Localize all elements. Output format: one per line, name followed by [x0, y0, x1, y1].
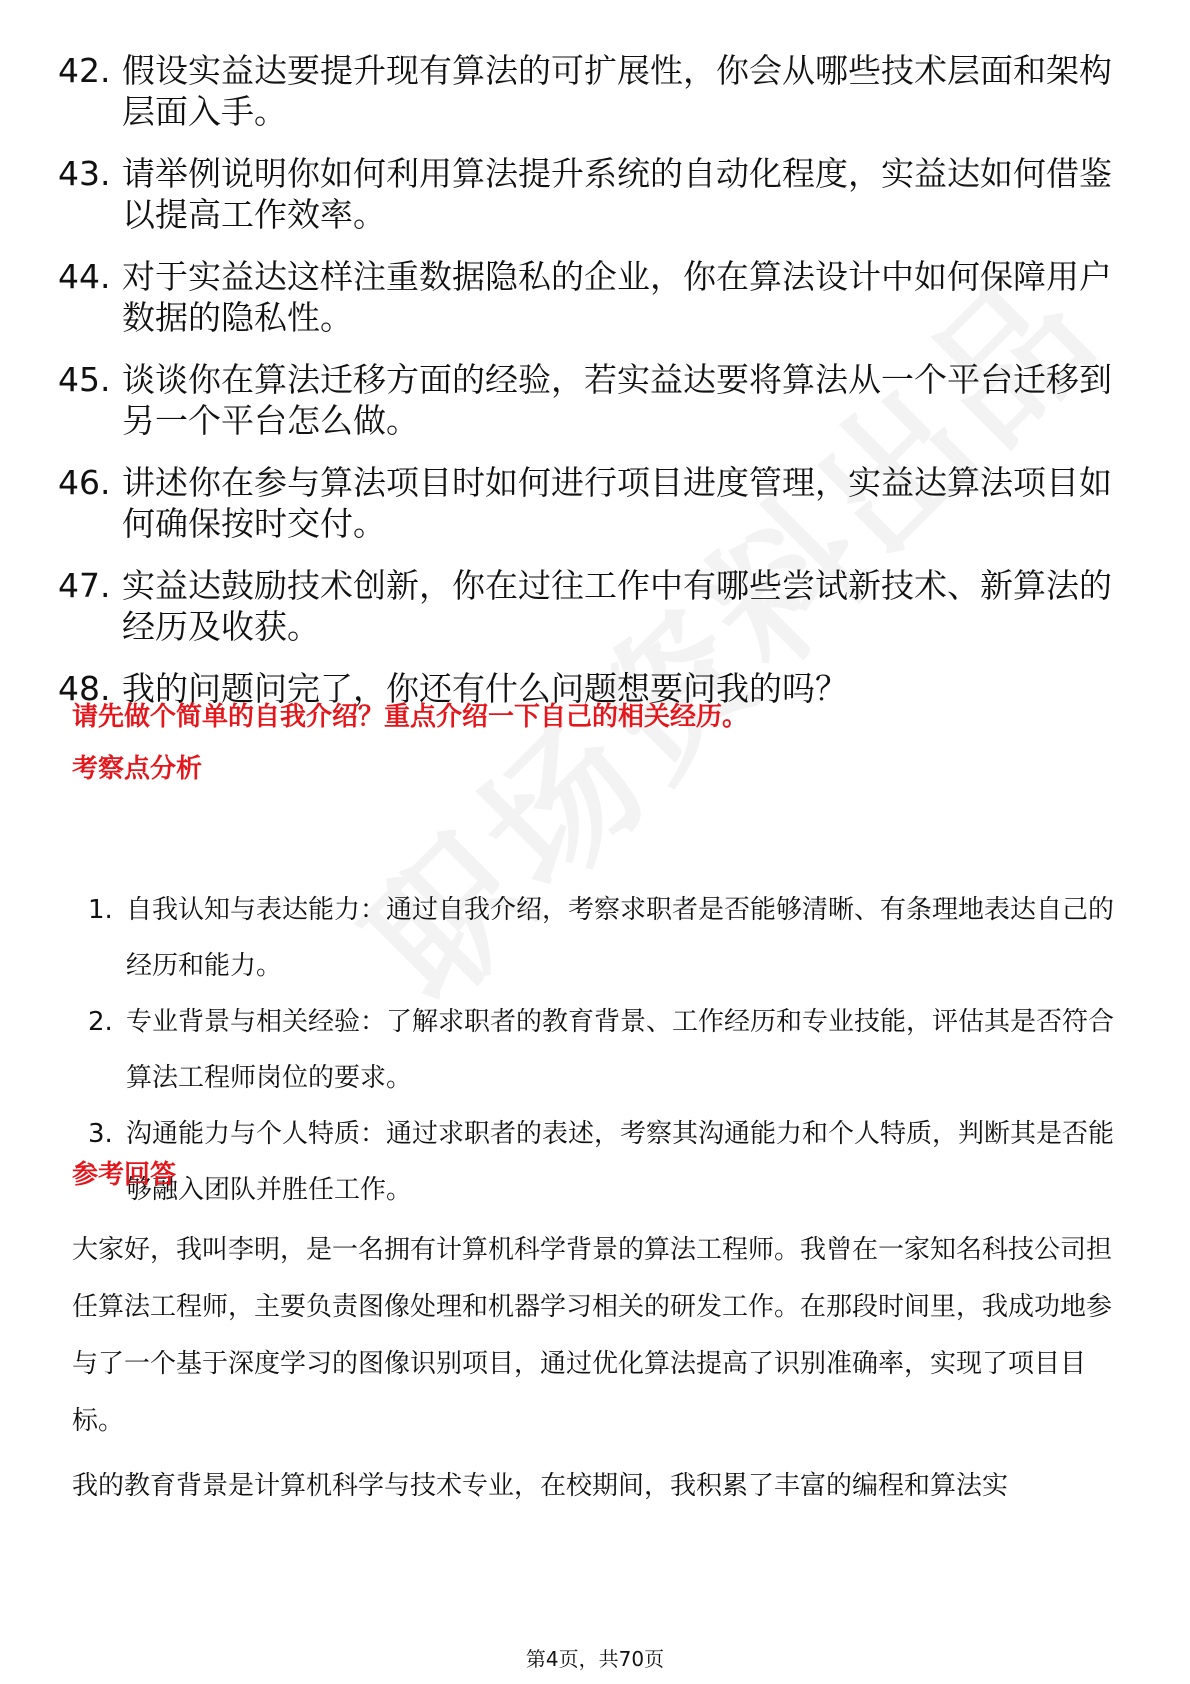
analysis-item — [88, 994, 1118, 1106]
answer-heading: 参考回答 — [72, 1160, 177, 1190]
analysis-number: 2. — [88, 1007, 113, 1037]
question-number: 48. — [58, 669, 111, 708]
page-footer: 第4页，共70页 — [525, 1647, 665, 1671]
question-item — [58, 256, 1118, 338]
analysis-item — [88, 882, 1118, 994]
question-number: 45. — [58, 360, 111, 399]
question-item — [58, 565, 1118, 647]
question-text: 我的问题问完了，你还有什么问题想要问我的吗？ — [122, 669, 848, 708]
question-item — [58, 50, 1118, 132]
question-number: 43. — [58, 154, 111, 193]
analysis-heading: 考察点分析 — [72, 754, 203, 784]
question-item — [58, 359, 1118, 441]
question-number: 47. — [58, 566, 111, 605]
question-number: 46. — [58, 463, 111, 502]
question-item — [58, 462, 1118, 544]
question-list — [58, 50, 1118, 730]
analysis-text: 沟通能力与个人特质：通过求职者的表述，考察其沟通能力和个人特质，判断其是否能够融入团队并胜任工作。 — [126, 1119, 1115, 1205]
question-text: 谈谈你在算法迁移方面的经验，若实益达要将算法从一个平台迁移到另一个平台怎么做。 — [122, 360, 1112, 440]
analysis-number: 1. — [88, 895, 113, 925]
question-text: 对于实益达这样注重数据隐私的企业，你在算法设计中如何保障用户数据的隐私性。 — [122, 257, 1112, 337]
question-text: 实益达鼓励技术创新，你在过往工作中有哪些尝试新技术、新算法的经历及收获。 — [122, 566, 1112, 646]
question-text: 请举例说明你如何利用算法提升系统的自动化程度，实益达如何借鉴以提高工作效率。 — [122, 154, 1112, 234]
question-number: 44. — [58, 257, 111, 296]
answer-paragraph: 大家好，我叫李明，是一名拥有计算机科学背景的算法工程师。我曾在一家知名科技公司担任算法工程师，主要负责图像处理和机器学习相关的研发工作。在那段时间里，我成功地参与了一个基于深度学习的图像识别项目，通过优化算法提高了识别准确率，实现了项目目标。 — [72, 1235, 1113, 1436]
analysis-text: 自我认知与表达能力：通过自我介绍，考察求职者是否能够清晰、有条理地表达自己的经历和能力。 — [126, 895, 1115, 981]
section-question-heading: 请先做个简单的自我介绍？重点介绍一下自己的相关经历。 — [72, 702, 749, 732]
question-number: 42. — [58, 51, 111, 90]
analysis-text: 专业背景与相关经验：了解求职者的教育背景、工作经历和专业技能，评估其是否符合算法工程师岗位的要求。 — [126, 1007, 1115, 1093]
analysis-list — [88, 882, 1118, 1218]
analysis-number: 3. — [88, 1119, 113, 1149]
question-item — [58, 153, 1118, 235]
answer-paragraph: 我的教育背景是计算机科学与技术专业，在校期间，我积累了丰富的编程和算法实 — [72, 1471, 1009, 1501]
question-text: 讲述你在参与算法项目时如何进行项目进度管理，实益达算法项目如何确保按时交付。 — [122, 463, 1112, 543]
analysis-item — [88, 1106, 1118, 1218]
question-text: 假设实益达要提升现有算法的可扩展性，你会从哪些技术层面和架构层面入手。 — [122, 51, 1112, 131]
